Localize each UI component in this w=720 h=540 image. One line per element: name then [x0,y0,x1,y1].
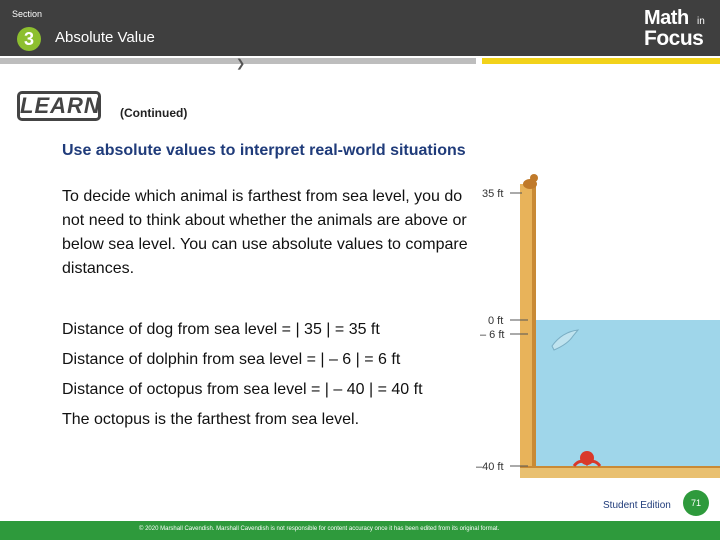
conclusion-line: The octopus is the farthest from sea level. [62,411,360,428]
logo-math-text: Math [644,7,689,29]
dolphin-distance-line: Distance of dolphin from sea level = | – 6 | = 6 ft [62,351,401,368]
label-0ft: 0 ft [488,315,504,327]
chevron-right-icon: ❯ [236,58,246,70]
label-35ft: 35 ft [482,188,504,200]
intro-paragraph: To decide which animal is farthest from sea level, you do not need to think about whether the animals are above or below sea level. You can use absolute values to compare distances. [62,188,468,277]
section-label: Section [12,9,43,19]
label-minus6ft: – 6 ft [480,329,505,341]
math-in-focus-logo [640,7,712,51]
dog-distance-line: Distance of dog from sea level = | 35 | = 35 ft [62,321,380,338]
logo-in-text: in [697,16,705,27]
label-minus40ft: –40 ft [476,461,504,473]
learn-badge: LEARN [17,91,101,121]
copyright-notice: © 2020 Marshall Cavendish. Marshall Cavendish is not responsible for content accuracy once it has been edited from its original format. [139,526,500,532]
sea-level-illustration [470,172,720,492]
section-number-badge: 3 [17,27,41,51]
logo-focus-text: Focus [644,27,704,50]
lesson-subheading: Use absolute values to interpret real-world situations [62,142,466,159]
header-divider-yellow [482,58,720,64]
section-title: Absolute Value [55,29,155,46]
header-bar [0,0,720,56]
continued-label: (Continued) [120,106,188,120]
dog-icon [523,174,538,189]
octopus-distance-line: Distance of octopus from sea level = | – 40 | = 40 ft [62,381,423,398]
page-number-badge: 71 [683,490,709,516]
student-edition-label: Student Edition [603,500,671,511]
